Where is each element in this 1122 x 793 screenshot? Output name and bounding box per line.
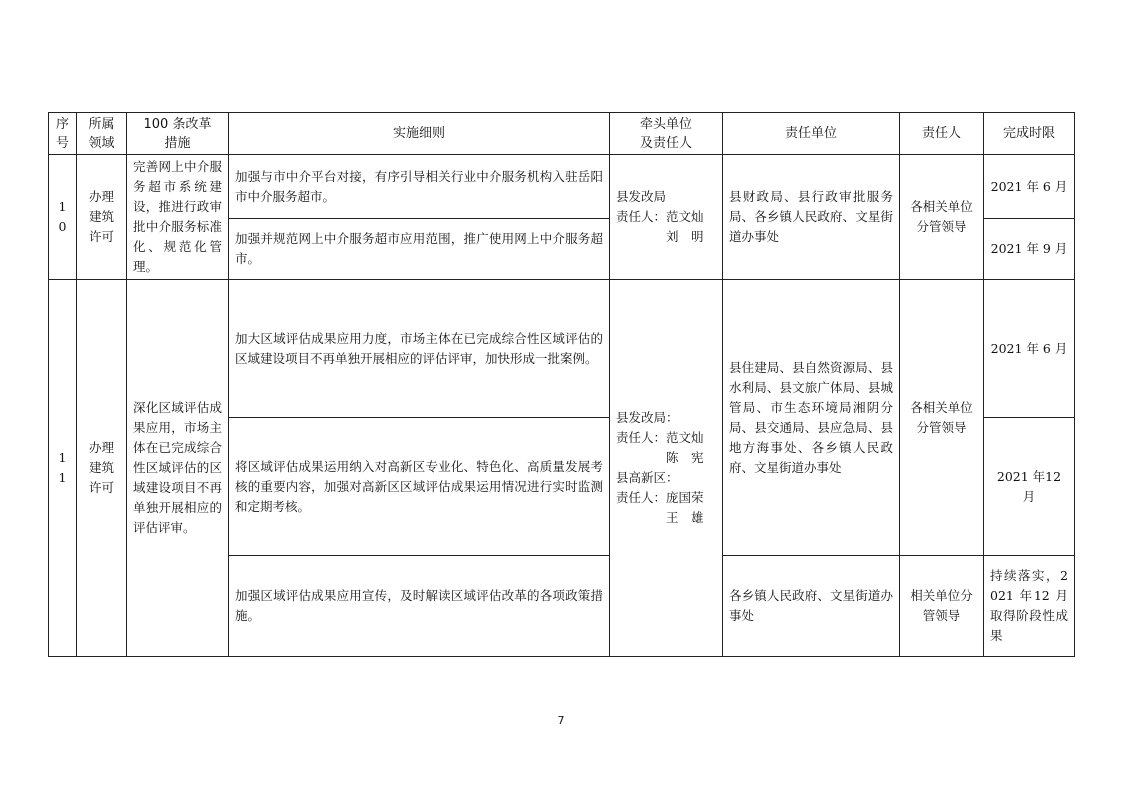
header-detail: 实施细则 bbox=[229, 113, 610, 155]
header-row bbox=[49, 113, 1075, 155]
header-resp-person: 责任人 bbox=[900, 113, 984, 155]
detail-cell: 将区域评估成果运用纳入对高新区专业化、特色化、高质量发展考核的重要内容，加强对高新区区域评估成果运用情况进行实时监测和定期考核。 bbox=[229, 418, 610, 556]
row-measure: 完善网上中介服务超市系统建设，推进行政审批中介服务标准化、规范化管理。 bbox=[127, 155, 229, 280]
row-measure: 深化区域评估成果应用，市场主体在已完成综合性区域评估的区域建设项目不再单独开展相应的评估评审。 bbox=[127, 280, 229, 657]
row-seq: 11 bbox=[49, 280, 77, 657]
lead-unit-cell: 县发改局 责任人：范文灿 刘 明 bbox=[610, 155, 723, 280]
header-lead: 牵头单位 及责任人 bbox=[610, 113, 723, 155]
deadline-cell: 持续落实，2021 年12 月取得阶段性成果 bbox=[984, 556, 1075, 657]
resp-units-cell: 县住建局、县自然资源局、县水利局、县文旅广体局、县城管局、市生态环境局湘阴分局、县交通局、县应急局、县地方海事处、各乡镇人民政府、文星街道办事处 bbox=[723, 280, 900, 556]
row-domain: 办理 建筑 许可 bbox=[77, 280, 127, 657]
resp-person-cell: 各相关单位 分管领导 bbox=[900, 280, 984, 556]
resp-units-cell: 县财政局、县行政审批服务局、各乡镇人民政府、文星街道办事处 bbox=[723, 155, 900, 280]
row-seq: 10 bbox=[49, 155, 77, 280]
page-number: 7 bbox=[557, 714, 565, 727]
header-seq: 序 号 bbox=[49, 113, 77, 155]
detail-cell: 加强与市中介平台对接，有序引导相关行业中介服务机构入驻岳阳市中介服务超市。 bbox=[229, 155, 610, 219]
row-domain: 办理 建筑 许可 bbox=[77, 155, 127, 280]
reform-table bbox=[48, 112, 1075, 657]
detail-cell: 加强区域评估成果应用宣传，及时解读区域评估改革的各项政策措施。 bbox=[229, 556, 610, 657]
header-domain: 所属 领域 bbox=[77, 113, 127, 155]
detail-cell: 加强并规范网上中介服务超市应用范围，推广使用网上中介服务超市。 bbox=[229, 219, 610, 280]
header-resp-units: 责任单位 bbox=[723, 113, 900, 155]
header-deadline: 完成时限 bbox=[984, 113, 1075, 155]
lead-unit-cell: 县发改局： 责任人：范文灿 陈 宪 县高新区： 责任人：庞国荣 王 雄 bbox=[610, 280, 723, 657]
table-row bbox=[49, 155, 1075, 219]
resp-person-cell: 相关单位分管领导 bbox=[900, 556, 984, 657]
deadline-cell: 2021 年 6 月 bbox=[984, 280, 1075, 418]
detail-cell: 加大区域评估成果应用力度，市场主体在已完成综合性区域评估的区域建设项目不再单独开展相应的评估评审，加快形成一批案例。 bbox=[229, 280, 610, 418]
resp-person-cell: 各相关单位 分管领导 bbox=[900, 155, 984, 280]
table-row bbox=[49, 280, 1075, 418]
deadline-cell: 2021 年 6 月 bbox=[984, 155, 1075, 219]
header-measure: 100 条改革 措施 bbox=[127, 113, 229, 155]
deadline-cell: 2021 年 9 月 bbox=[984, 219, 1075, 280]
resp-units-cell: 各乡镇人民政府、文星街道办事处 bbox=[723, 556, 900, 657]
deadline-cell: 2021 年12 月 bbox=[984, 418, 1075, 556]
